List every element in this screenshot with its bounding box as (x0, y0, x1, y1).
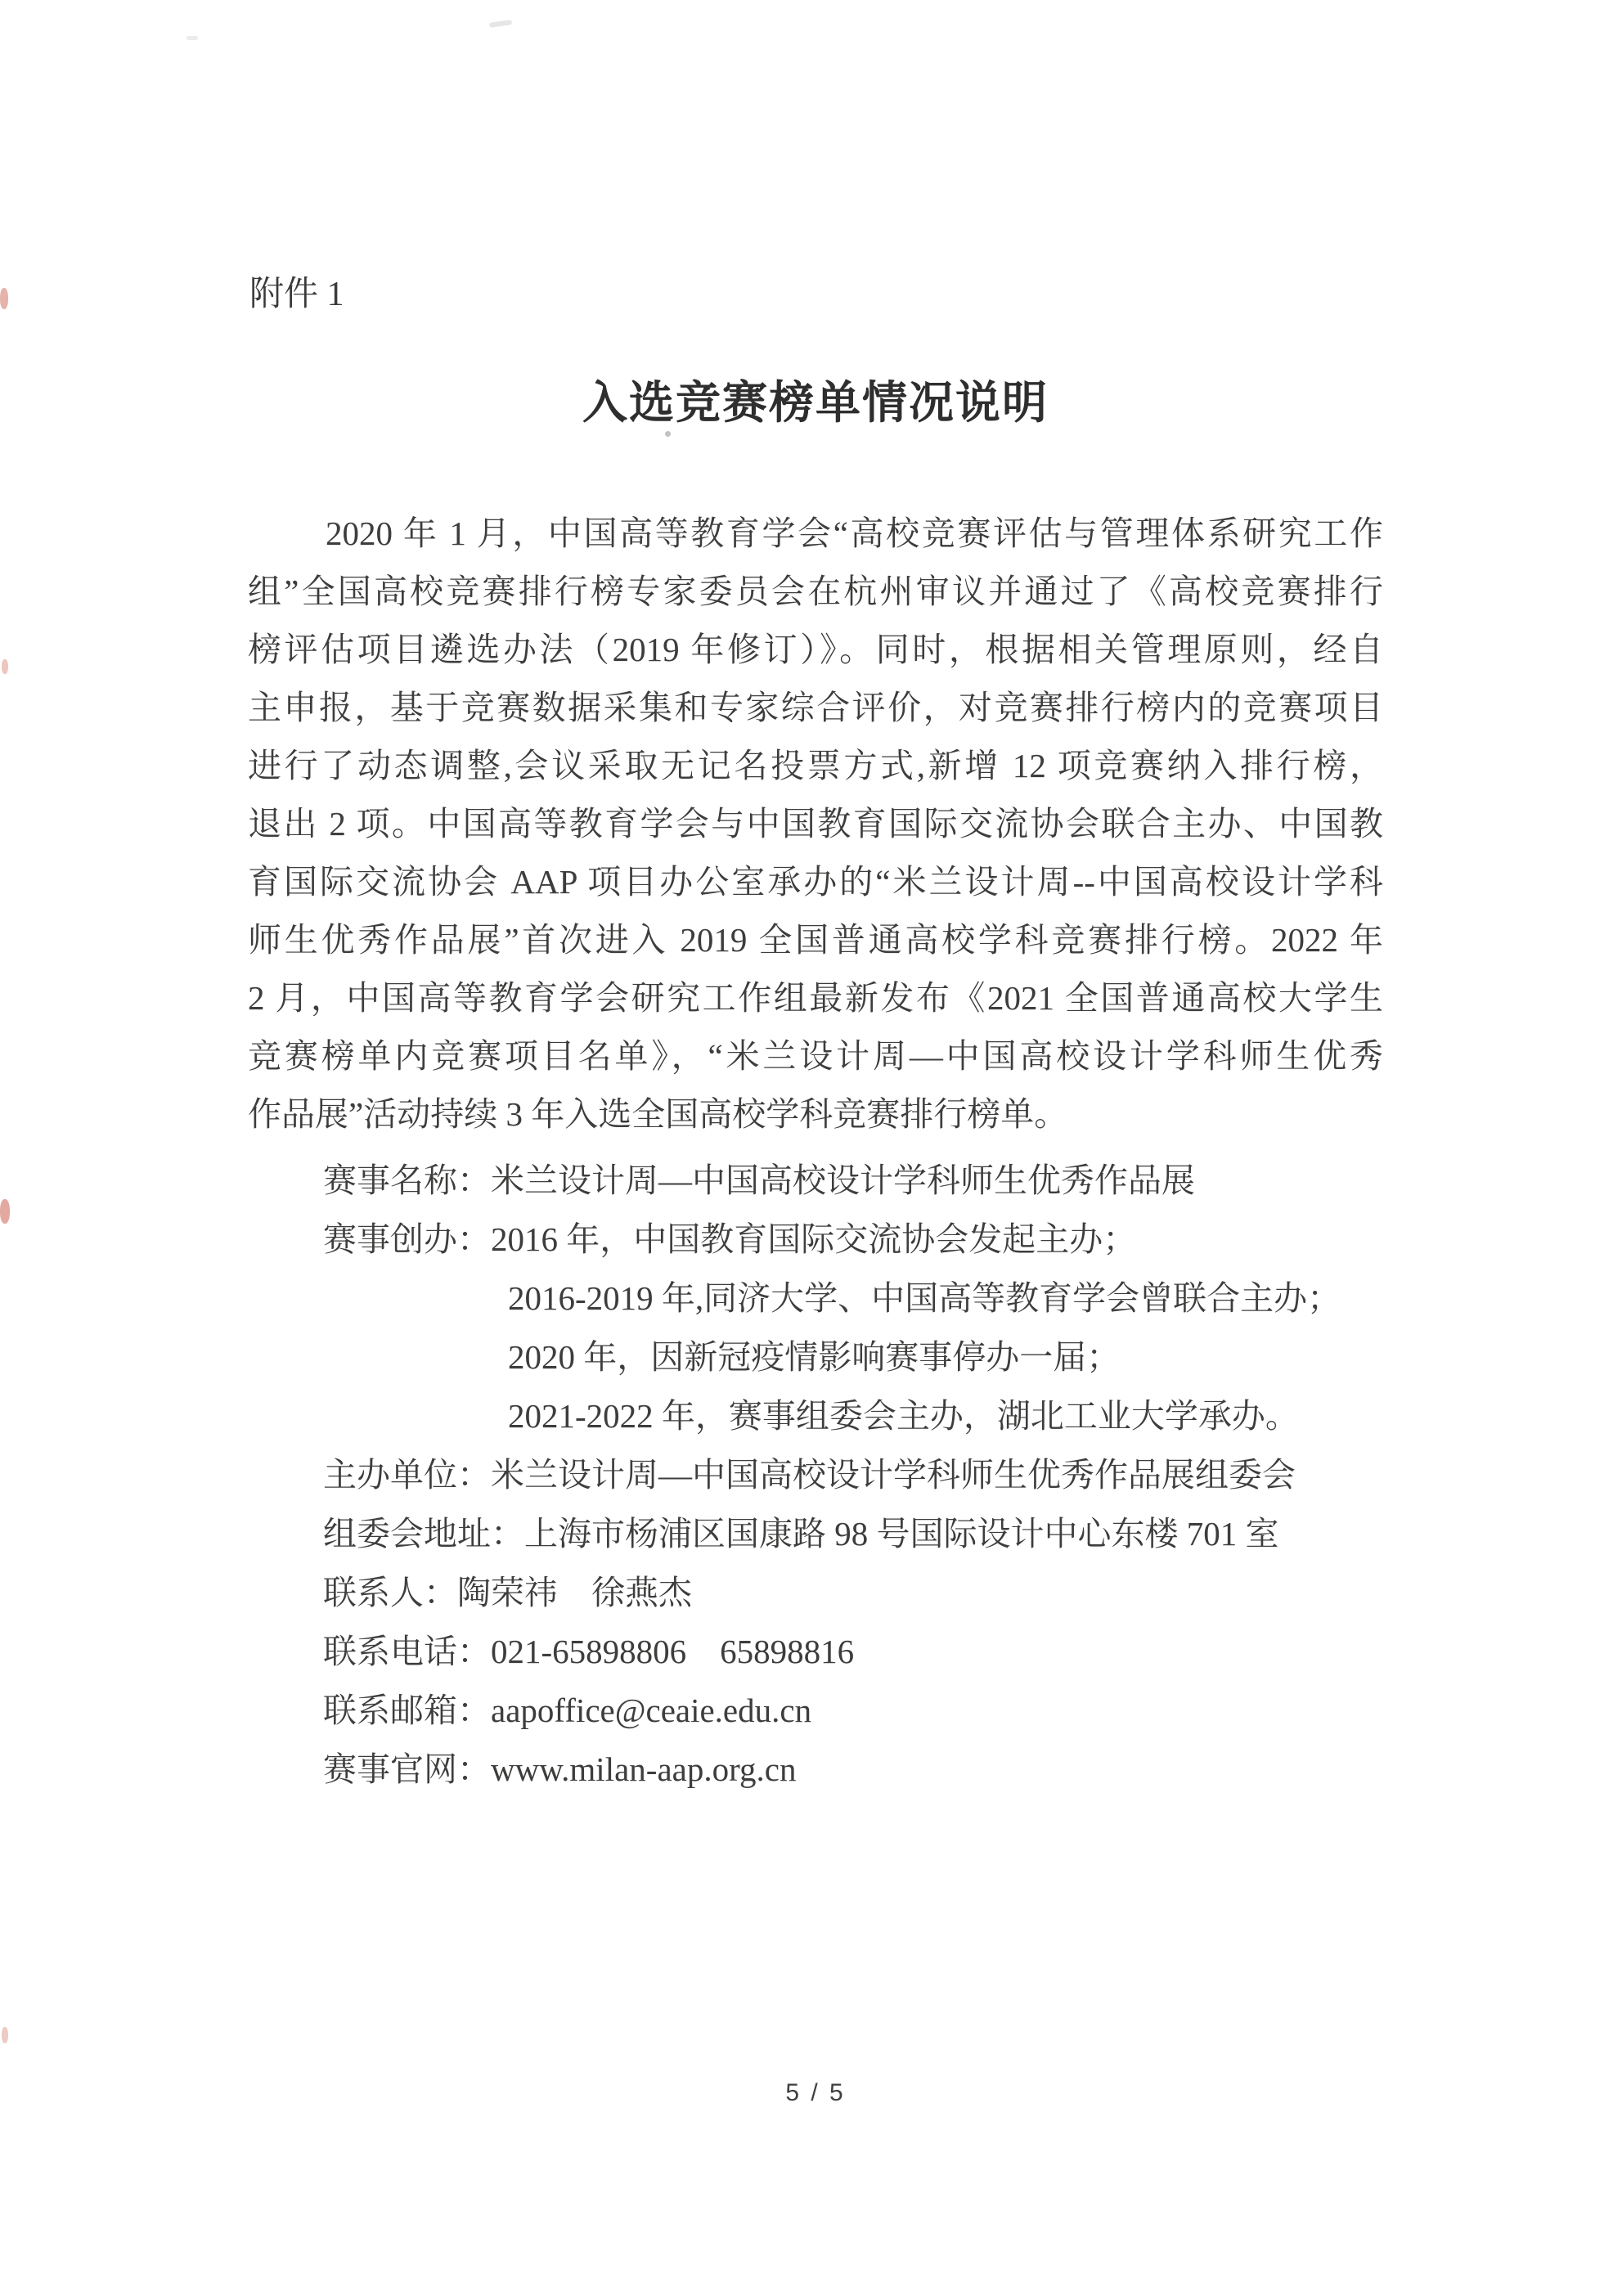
paragraph-line: 进行了动态调整,会议采取无记名投票方式,新增 12 项竞赛纳入排行榜， (248, 747, 1383, 784)
detail-line-founding-cont: 2016-2019 年,同济大学、中国高等教育学会曾联合主办； (508, 1279, 1341, 1317)
paragraph-line: 榜评估项目遴选办法（2019 年修订）》。同时，根据相关管理原则，经自 (248, 631, 1383, 668)
paragraph-line: 竞赛榜单内竞赛项目名单》，“米兰设计周—中国高校设计学科师生优秀 (248, 1037, 1383, 1075)
body-paragraph (248, 505, 1383, 1144)
paragraph-line: 育国际交流协会 AAP 项目办公室承办的“米兰设计周--中国高校设计学科 (248, 863, 1383, 901)
detail-line-contact-person: 联系人：陶荣祎 徐燕杰 (323, 1574, 692, 1611)
detail-line-organizer: 主办单位：米兰设计周—中国高校设计学科师生优秀作品展组委会 (323, 1456, 1296, 1494)
scan-artifact-gray (665, 431, 671, 437)
event-details-list (248, 1151, 1383, 1799)
detail-line-founding-cont: 2021-2022 年，赛事组委会主办，湖北工业大学承办。 (508, 1397, 1299, 1435)
paragraph-line: 2 月，中国高等教育学会研究工作组最新发布《2021 全国普通高校大学生 (248, 979, 1383, 1017)
paragraph-line: 2020 年 1 月，中国高等教育学会“高校竞赛评估与管理体系研究工作 (326, 514, 1383, 552)
detail-line-contact-email: 联系邮箱：aapoffice@ceaie.edu.cn (323, 1692, 812, 1729)
detail-line-event-founding: 赛事创办：2016 年，中国教育国际交流协会发起主办； (323, 1220, 1137, 1258)
paragraph-line: 组”全国高校竞赛排行榜专家委员会在杭州审议并通过了《高校竞赛排行 (248, 573, 1383, 610)
detail-line-contact-phone: 联系电话：021-65898806 65898816 (323, 1633, 855, 1670)
scan-artifact-gray (489, 20, 513, 28)
detail-line-official-site: 赛事官网：www.milan-aap.org.cn (323, 1750, 797, 1788)
page-title: 入选竞赛榜单情况说明 (582, 378, 1049, 428)
paragraph-line: 作品展”活动持续 3 年入选全国高校学科竞赛排行榜单。 (248, 1095, 1068, 1133)
page-number: 5 / 5 (785, 2079, 846, 2106)
scan-artifact-red (0, 288, 8, 309)
scan-artifact-red (2, 2027, 8, 2043)
scan-artifact-red (2, 659, 8, 674)
scan-artifact-red (0, 1199, 10, 1224)
paragraph-line: 退出 2 项。中国高等教育学会与中国教育国际交流协会联合主办、中国教 (248, 805, 1383, 842)
paragraph-line: 师生优秀作品展”首次进入 2019 全国普通高校学科竞赛排行榜。2022 年 (248, 921, 1383, 959)
detail-line-event-name: 赛事名称：米兰设计周—中国高校设计学科师生优秀作品展 (323, 1161, 1195, 1199)
scan-artifact-gray (186, 36, 198, 40)
attachment-label: 附件 1 (249, 276, 344, 313)
detail-line-founding-cont: 2020 年，因新冠疫情影响赛事停办一届； (508, 1338, 1121, 1376)
detail-line-committee-addr: 组委会地址：上海市杨浦区国康路 98 号国际设计中心东楼 701 室 (323, 1515, 1279, 1552)
paragraph-line: 主申报，基于竞赛数据采集和专家综合评价，对竞赛排行榜内的竞赛项目 (248, 689, 1383, 726)
